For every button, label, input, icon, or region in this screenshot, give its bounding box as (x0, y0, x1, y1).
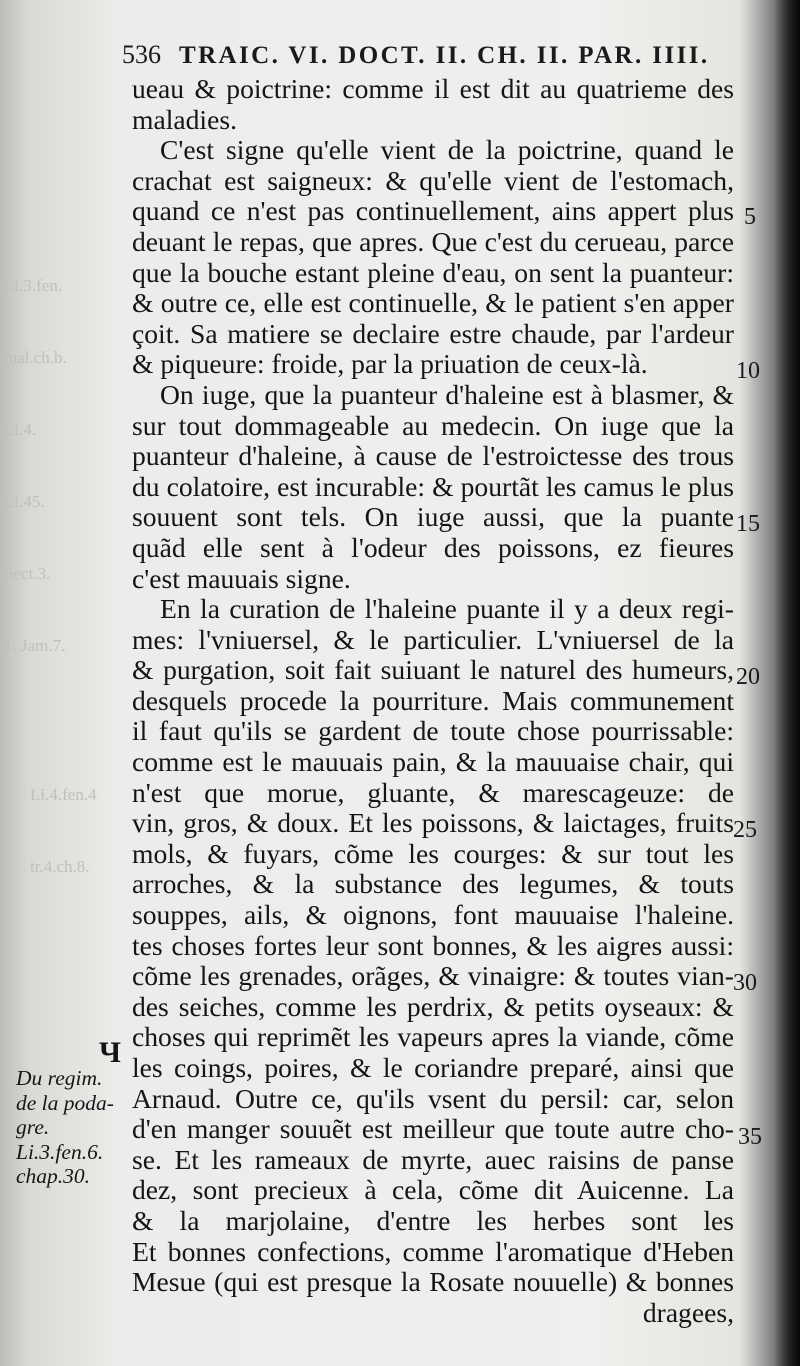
body-text (132, 74, 734, 1328)
marginal-reference-mark: Ч (99, 1036, 122, 1069)
text-line: maladies. (132, 103, 237, 135)
bleed-through-line: tr.4.ch.8. (30, 857, 90, 876)
text-line: & la marjolaine, d'entre les herbes sont les (132, 1205, 734, 1236)
text-line: mols, & fuyars, cõme les courges: & sur tout les (132, 838, 734, 869)
text-line: quand ce n'est pas continuellement, ains appert plus (132, 196, 734, 227)
text-line: En la curation de l'haleine puante il y a deux regi- (160, 594, 734, 625)
bleed-through-line: Sect.3. (4, 564, 51, 583)
text-line: desquels procede la pourriture. Mais communement (132, 685, 734, 716)
text-line: & piqueure: froide, par la priuation de ceux-là. (132, 348, 648, 380)
line-number: 10 (736, 358, 760, 384)
line-number: 30 (733, 970, 757, 996)
text-line: que la bouche estant pleine d'eau, on sent la puanteur: (132, 257, 734, 288)
text-line: c'est mauuais signe. (132, 562, 351, 594)
running-header (122, 40, 722, 70)
text-line: des seiches, comme les perdrix, & petits oyseaux: & (132, 991, 734, 1022)
text-line: C'est signe qu'elle vient de la poictrine, quand le (160, 135, 734, 166)
line-number: 5 (744, 204, 756, 230)
text-line: cõme les grenades, orãges, & vinaigre: & toutes vian- (132, 961, 734, 992)
page-number: 536 (122, 40, 161, 69)
marginal-note-line: Du regim. (16, 1066, 103, 1090)
text-line: n'est que morue, gluante, & marescageuze: de (132, 777, 734, 808)
text-line: d'en manger souuẽt est meilleur que toute autre cho- (132, 1114, 734, 1145)
text-line: ueau & poictrine: comme il est dit au quatrieme des (132, 74, 734, 104)
bleed-through-line: Li.4. (4, 420, 37, 439)
bleed-through-line: Li.3.fen. (4, 276, 63, 295)
text-line: dragees, (642, 1296, 734, 1328)
text-line: deuant le repas, que apres. Que c'est du cerueau, parce (132, 226, 734, 257)
text-line: Mesue (qui est presque la Rosate nouuelle) & bonnes (132, 1267, 734, 1298)
text-line: souppes, ails, & oignons, font mauuaise l'haleine. (132, 900, 734, 931)
bleed-through-line: Li.45. (4, 492, 45, 511)
text-line: comme est le mauuais pain, & la mauuaise chair, qui (132, 747, 734, 778)
bleed-through-marginalia (4, 226, 67, 706)
text-line: il faut qu'ils se gardent de toute chose pourrissable: (132, 716, 734, 747)
marginal-note-line: Li.3.fen.6. (16, 1139, 104, 1164)
text-line: crachat est saigneux: & qu'elle vient de l'estomach, (132, 165, 734, 196)
bleed-through-line: mal.ch.b. (4, 348, 67, 367)
text-line: dez, sont precieux à cela, cõme dit Auicenne. La (132, 1175, 734, 1206)
text-line: tes choses fortes leur sont bonnes, & les aigres aussi: (132, 930, 734, 961)
bleed-through-line: Li.4.fen.4 (30, 785, 97, 804)
text-line: vin, gros, & doux. Et les poissons, & laictages, fruits (132, 808, 734, 839)
text-line: quãd elle sent à l'odeur des poissons, ez fieures (132, 532, 734, 563)
text-line: les coings, poires, & le coriandre preparé, ainsi que (132, 1053, 734, 1083)
text-line: souuent sont tels. On iuge aussi, que la puante (132, 502, 734, 533)
text-line: du colatoire, est incurable: & pourtãt les camus le plus (132, 471, 734, 502)
text-line: On iuge, que la puanteur d'haleine est à blasmer, & (160, 379, 734, 410)
marginal-note-line: chap.30. (16, 1164, 91, 1188)
line-number: 25 (733, 817, 757, 843)
marginal-note-line: gre. (16, 1115, 50, 1139)
text-line: arroches, & la substance des legumes, & touts (132, 869, 734, 900)
text-line: Arnaud. Outre ce, qu'ils vsent du persil: car, selon (132, 1083, 734, 1114)
marginal-note (16, 1066, 134, 1189)
bleed-through-marginalia-lower (30, 735, 97, 927)
text-line: puanteur d'haleine, à cause de l'estroictesse des trous (132, 441, 734, 472)
text-line: sur tout dommageable au medecin. On iuge que la (132, 410, 734, 441)
text-line: se. Et les rameaux de myrte, auec raisins de panse (132, 1144, 734, 1175)
text-line: çoit. Sa matiere se declaire estre chaude, par l'ardeur (132, 318, 734, 349)
text-line: & purgation, soit fait suiuant le naturel des humeurs, (132, 655, 734, 686)
text-line: choses qui reprimẽt les vapeurs apres la viande, cõme (132, 1022, 734, 1053)
line-number: 35 (738, 1124, 762, 1150)
page-edge-shadow (774, 0, 800, 1366)
text-line: Et bonnes confections, comme l'aromatique d'Heben (132, 1236, 734, 1267)
text-line: & outre ce, elle est continuelle, & le patient s'en apper (132, 288, 734, 319)
running-title: TRAIC. VI. DOCT. II. CH. II. PAR. IIII. (179, 42, 710, 69)
bleed-through-line: 1. Jam.7. (4, 636, 66, 655)
text-line: mes: l'vniuersel, & le particulier. L'vniuersel de la (132, 624, 734, 655)
marginal-note-line: de la poda- (16, 1090, 114, 1115)
line-number: 20 (736, 664, 760, 690)
line-number: 15 (736, 511, 760, 537)
